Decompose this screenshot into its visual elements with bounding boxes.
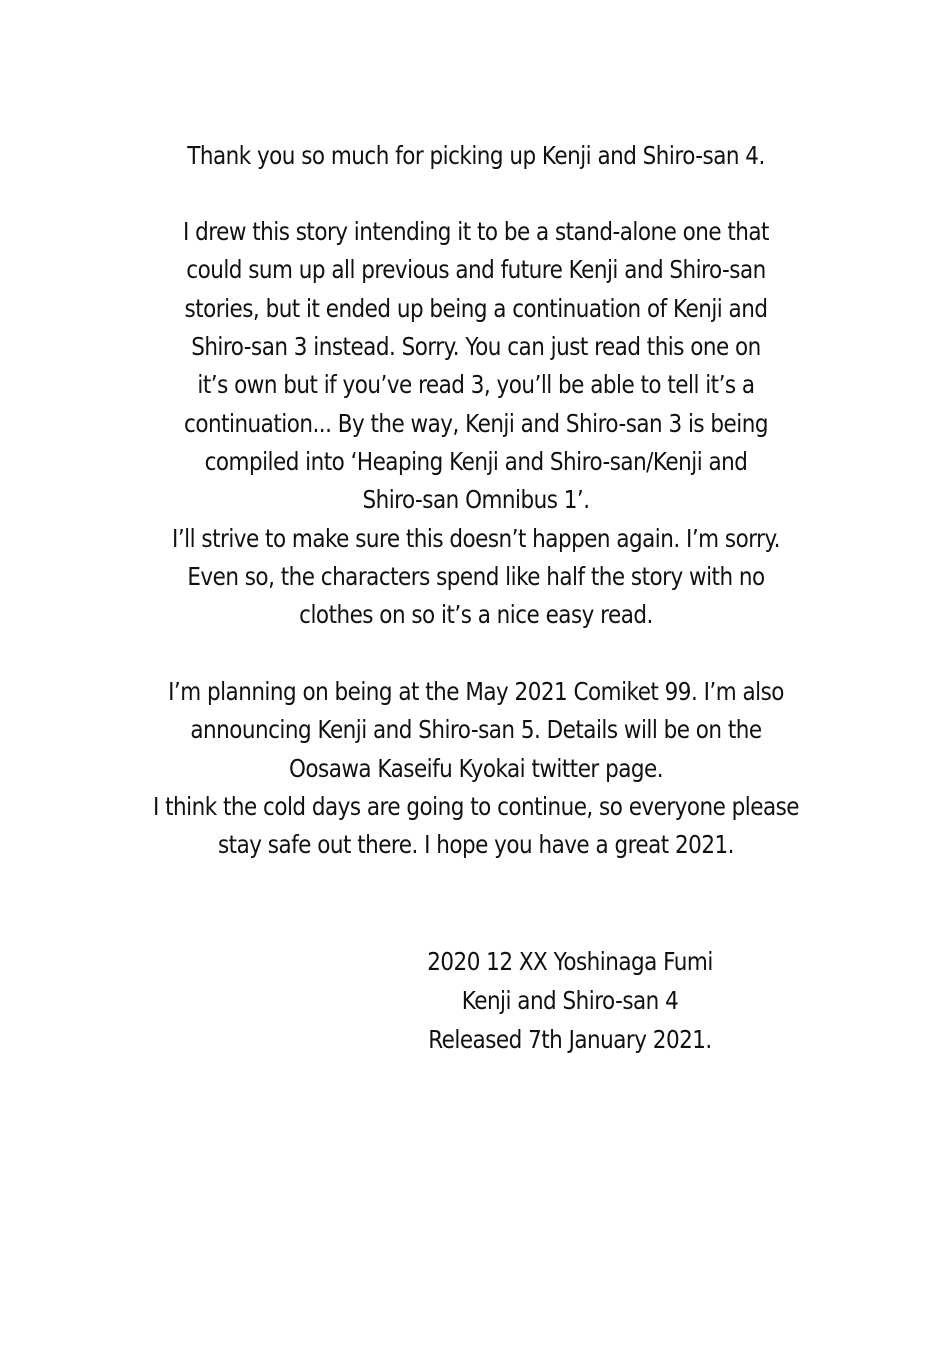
afterword-line: announcing Kenji and Shiro-san 5. Details will be on the [190, 715, 762, 744]
afterword-line: Shiro-san 3 instead. Sorry. You can just read this one on [191, 332, 761, 361]
signature-release: Released 7th January 2021. [428, 1025, 712, 1054]
afterword-line: Thank you so much for picking up Kenji and Shiro-san 4. [187, 141, 765, 170]
afterword-line: Shiro-san Omnibus 1’. [362, 485, 590, 514]
afterword-line: I drew this story intending it to be a stand-alone one that [183, 217, 769, 246]
afterword-line: compiled into ‘Heaping Kenji and Shiro-san/Kenji and [204, 447, 748, 476]
afterword-line: could sum up all previous and future Kenji and Shiro-san [186, 255, 766, 284]
afterword-line: Oosawa Kaseifu Kyokai twitter page. [288, 754, 664, 783]
afterword-line: Even so, the characters spend like half the story with no [187, 562, 765, 591]
afterword-line: I’ll strive to make sure this doesn’t happen again. I’m sorry. [172, 524, 780, 553]
afterword-line: I think the cold days are going to continue, so everyone please [152, 792, 800, 821]
afterword-line: stay safe out there. I hope you have a great 2021. [217, 830, 734, 859]
signature-date-author: 2020 12 XX Yoshinaga Fumi [427, 947, 713, 976]
afterword-line: it’s own but if you’ve read 3, you’ll be able to tell it’s a [197, 370, 755, 399]
afterword-line: clothes on so it’s a nice easy read. [299, 600, 653, 629]
afterword-line: continuation... By the way, Kenji and Shiro-san 3 is being [184, 409, 768, 438]
afterword-line: I’m planning on being at the May 2021 Comiket 99. I’m also [168, 677, 784, 706]
signature-title: Kenji and Shiro-san 4 [461, 986, 679, 1015]
afterword-line: stories, but it ended up being a continuation of Kenji and [184, 294, 768, 323]
